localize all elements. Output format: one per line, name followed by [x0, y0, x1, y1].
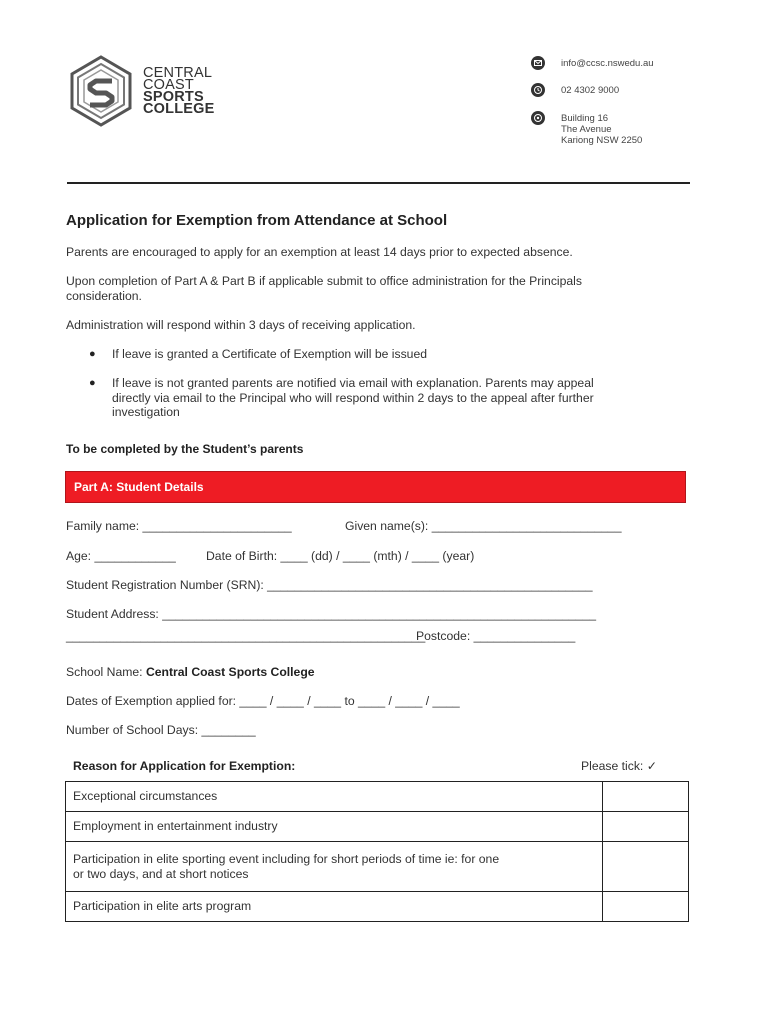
reason-label: Employment in entertainment industry	[66, 812, 603, 842]
school-name-label: School Name:	[66, 665, 146, 679]
school-name	[66, 665, 315, 679]
intro-line: Upon completion of Part A & Part B if applicable submit to office administration for the Principals	[66, 274, 582, 288]
contact-phone: 02 4302 9000	[561, 85, 620, 96]
logo-line: SPORTS	[143, 89, 204, 105]
logo-wordmark	[143, 67, 215, 115]
logo-line: COAST	[143, 77, 194, 93]
contact-email[interactable]: info@ccsc.nswedu.au	[561, 58, 654, 69]
page-title: Application for Exemption from Attendance at School	[66, 212, 448, 229]
email-icon	[531, 56, 545, 70]
address-line: Kariong NSW 2250	[561, 135, 643, 146]
family-name-field[interactable]: Family name: ______________________	[66, 519, 292, 533]
exemption-dates-field[interactable]: Dates of Exemption applied for: ____ / ____ / ____ to ____ / ____ / ____	[66, 694, 460, 708]
reason-line: or two days, and at short notices	[73, 866, 249, 881]
contact-address	[561, 113, 642, 146]
completed-by-heading: To be completed by the Student’s parents	[66, 442, 304, 456]
reason-label: Participation in elite arts program	[66, 892, 603, 922]
table-row	[66, 842, 689, 892]
logo-line: CENTRAL	[143, 65, 213, 81]
dob-field[interactable]: Date of Birth: ____ (dd) / ____ (mth) / ____ (year)	[206, 549, 475, 563]
tick-box[interactable]	[603, 812, 689, 842]
school-days-field[interactable]: Number of School Days: ________	[66, 723, 256, 737]
intro-paragraph: Parents are encouraged to apply for an exemption at least 14 days prior to expected absence.	[66, 245, 573, 259]
reason-label	[66, 842, 603, 892]
tick-box[interactable]	[603, 842, 689, 892]
table-row	[66, 782, 689, 812]
table-row	[66, 892, 689, 922]
bullet-icon: ●	[89, 377, 96, 389]
reason-heading: Reason for Application for Exemption:	[73, 759, 296, 773]
postcode-field[interactable]: Postcode: _______________	[416, 629, 576, 643]
bullet-line: investigation	[112, 405, 180, 419]
reasons-table	[65, 781, 689, 922]
bullet-item: If leave is granted a Certificate of Exemption will be issued	[112, 347, 428, 361]
phone-icon	[531, 83, 545, 97]
intro-paragraph	[66, 274, 706, 303]
location-icon	[531, 111, 545, 125]
reason-line: Participation in elite sporting event including for short periods of time ie: for one	[73, 852, 500, 866]
intro-line: consideration.	[66, 288, 142, 303]
school-name-value: Central Coast Sports College	[145, 665, 315, 679]
address-field[interactable]: Student Address: ________________________________________________________________	[66, 607, 597, 621]
bullet-line: If leave is not granted parents are notified via email with explanation. Parents may appeal	[112, 376, 594, 390]
please-tick-label: Please tick: ✓	[581, 759, 657, 773]
srn-field[interactable]: Student Registration Number (SRN): ________________________________________________	[66, 578, 593, 592]
table-row	[66, 812, 689, 842]
bullet-line: directly via email to the Principal who will respond within 2 days to the appeal after further	[112, 390, 594, 405]
bullet-icon: ●	[89, 348, 96, 360]
reason-label: Exceptional circumstances	[66, 782, 603, 812]
tick-box[interactable]	[603, 892, 689, 922]
part-a-heading: Part A: Student Details	[74, 480, 204, 494]
logo-line: COLLEGE	[143, 101, 215, 117]
address-field-line2[interactable]: _____________________________________________________	[66, 629, 426, 643]
part-a-heading-bar	[65, 471, 686, 503]
bullet-item	[112, 376, 707, 420]
age-field[interactable]: Age: ____________	[66, 549, 176, 563]
intro-paragraph: Administration will respond within 3 days of receiving application.	[66, 318, 416, 332]
header-divider	[67, 182, 690, 184]
address-line: The Avenue	[561, 124, 612, 135]
tick-box[interactable]	[603, 782, 689, 812]
college-logo-icon	[70, 55, 132, 127]
address-line: Building 16	[561, 113, 609, 124]
given-names-field[interactable]: Given name(s): ____________________________	[345, 519, 622, 533]
